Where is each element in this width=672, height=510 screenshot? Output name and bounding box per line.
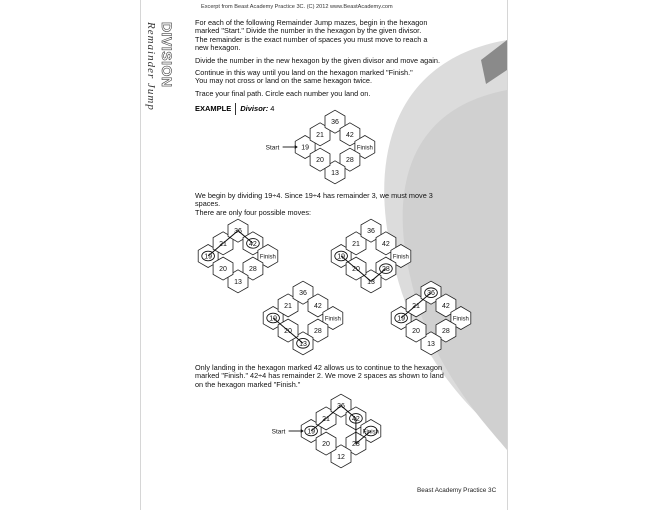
hexagon-number: 42 [442, 302, 450, 310]
finish-label: Finish [392, 254, 409, 261]
start-label: Start [271, 428, 286, 436]
maze [391, 281, 471, 355]
maze-diagrams [141, 0, 507, 510]
hexagon-number: 42 [352, 415, 360, 423]
finish-label: Finish [362, 429, 379, 436]
hexagon-number: 21 [316, 131, 324, 139]
hexagon-number: 36 [234, 228, 242, 236]
page-footer: Beast Academy Practice 3C [417, 487, 497, 494]
maze [272, 394, 381, 468]
hexagon-number: 42 [346, 131, 354, 139]
hexagon-number: 36 [427, 290, 435, 298]
start-label: Start [265, 144, 280, 152]
intro-line: For each of the following Remainder Jump mazes, begin in the hexagon [195, 18, 428, 27]
finish-label: Finish [259, 254, 276, 261]
hexagon-number: 21 [412, 302, 420, 310]
hexagon-number: 42 [314, 302, 322, 310]
page-header: Excerpt from Beast Academy Practice 3C. (C) 2012 www.BeastAcademy.com [201, 4, 393, 10]
paragraph-line: There are only four possible moves: [195, 207, 311, 217]
hexagon-number: 20 [322, 441, 330, 449]
intro-line: The remainder is the exact number of spaces you must move to reach a [195, 34, 428, 44]
paragraph-line: Only landing in the hexagon marked 42 allows us to continue to the hexagon [195, 363, 443, 372]
intro-line: new hexagon. [195, 43, 241, 53]
finish-label: Finish [356, 145, 373, 152]
hexagon-number: 36 [367, 228, 375, 236]
hexagon-number: 20 [352, 266, 360, 274]
hexagon-number: 19 [397, 315, 406, 323]
hexagon-number: 28 [352, 441, 360, 449]
intro-line: Divide the number in the new hexagon by the given divisor and move again. [195, 55, 441, 65]
hexagon-number: 21 [352, 240, 360, 248]
maze [198, 219, 278, 293]
workbook-page [140, 0, 508, 510]
hexagon-number: 28 [442, 328, 450, 336]
paragraph-line: on the hexagon marked "Finish." [195, 379, 301, 389]
hexagon-number: 28 [346, 157, 354, 165]
hexagon-number: 20 [219, 266, 227, 274]
intro-line: Trace your final path. Circle each number you land on. [195, 88, 371, 98]
paragraph-moves [195, 192, 455, 217]
hexagon-number: 13 [331, 169, 339, 177]
finish-label: Finish [452, 316, 469, 323]
hexagon-number: 42 [382, 240, 390, 248]
hexagon-number: 20 [412, 328, 420, 336]
hexagon-number: 19 [307, 428, 316, 436]
hexagon-number: 21 [219, 240, 227, 248]
hexagon-number: 21 [322, 415, 330, 423]
example-label: EXAMPLE [195, 103, 232, 113]
paragraph-finish [195, 364, 455, 389]
hexagon-number: 20 [316, 157, 324, 165]
intro-line: Continue in this way until you land on the hexagon marked "Finish." [195, 68, 413, 78]
hexagon-number: 13 [367, 278, 375, 286]
hexagon-number: 13 [299, 340, 307, 348]
maze [263, 281, 343, 355]
hexagon-number: 19 [301, 144, 310, 152]
side-title-sub: Remainder Jump [145, 22, 157, 111]
hexagon-number: 28 [314, 328, 322, 336]
hexagon-number: 28 [249, 266, 257, 274]
hexagon-number: 36 [337, 403, 345, 411]
hexagon-number: 20 [284, 328, 292, 336]
hexagon-number: 12 [337, 453, 345, 461]
hexagon-number: 28 [382, 266, 390, 274]
finish-label: Finish [324, 316, 341, 323]
hexagon-number: 21 [284, 302, 292, 310]
hexagon-number: 36 [299, 290, 307, 298]
hexagon-number: 42 [249, 240, 257, 248]
hexagon-number: 36 [331, 119, 339, 127]
intro-line: marked "Start." Divide the number in the hexagon by the given divisor. [195, 26, 422, 36]
paragraph-line: marked "Finish." 42÷4 has remainder 2. We move 2 spaces as shown to land [195, 371, 444, 381]
side-title-main: DIVISION [159, 22, 175, 88]
maze [266, 110, 375, 184]
intro-line: You may not cross or land on the same hexagon twice. [195, 76, 372, 86]
hexagon-number: 13 [234, 278, 242, 286]
paragraph-line: We begin by dividing 19÷4. Since 19÷4 has remainder 3, we must move 3 spaces. [195, 191, 433, 209]
divisor-label: Divisor: [240, 103, 269, 113]
maze [331, 219, 411, 293]
hexagon-number: 19 [204, 253, 213, 261]
hexagon-number: 19 [337, 253, 346, 261]
hexagon-number: 19 [269, 315, 278, 323]
hexagon-number: 13 [427, 340, 435, 348]
divisor-value: 4 [270, 103, 275, 113]
